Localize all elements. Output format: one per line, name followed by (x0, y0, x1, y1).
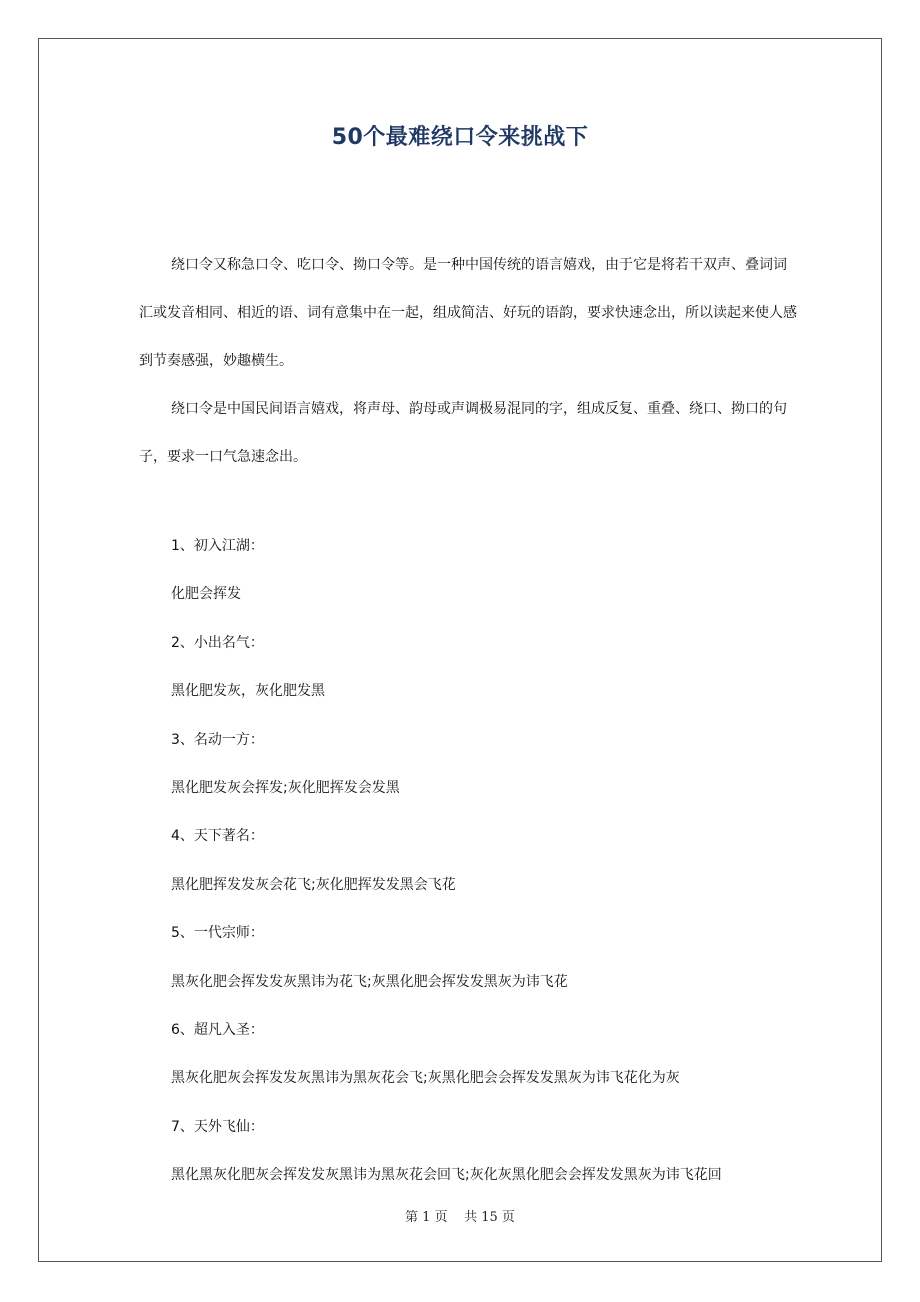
item-text: 黑化肥发灰，灰化肥发黑 (171, 683, 325, 700)
intro-section (139, 241, 799, 481)
item-text: 化肥会挥发 (171, 586, 241, 603)
item-text: 黑化肥发灰会挥发;灰化肥挥发会发黑 (171, 779, 400, 796)
item-text: 黑灰化肥灰会挥发发灰黑讳为黑灰花会飞;灰黑化肥会会挥发发黑灰为讳飞花化为灰 (171, 1070, 680, 1087)
item-heading: 1、初入江湖： (171, 538, 264, 554)
item-heading: 5、一代宗师： (171, 925, 264, 942)
document-title: 50个最难绕口令来挑战下 (331, 125, 589, 150)
intro-paragraph: 绕口令是中国民间语言嬉戏，将声母、韵母或声调极易混同的字，组成反复、重叠、绕口、拗口的句子，要求一口气急速念出。 (139, 401, 787, 465)
item-text: 黑化肥挥发发灰会花飞;灰化肥挥发发黑会飞花 (171, 876, 456, 893)
intro-paragraph: 绕口令又称急口令、吃口令、拗口令等。是一种中国传统的语言嬉戏，由于它是将若干双声、叠词词汇或发音相同、相近的语、词有意集中在一起，组成简洁、好玩的语韵，要求快速念出，所以读起来使人感到节奏感强，妙趣横生。 (139, 257, 797, 369)
page-footer (0, 1206, 920, 1225)
page-number: 第 1 页 (405, 1210, 448, 1225)
item-heading: 7、天外飞仙： (171, 1118, 264, 1135)
item-heading: 4、天下著名： (171, 828, 264, 845)
item-heading: 3、名动一方： (171, 731, 264, 748)
item-text: 黑灰化肥会挥发发灰黑讳为花飞;灰黑化肥会挥发发黑灰为讳飞花 (171, 973, 568, 990)
item-text: 黑化黑灰化肥灰会挥发发灰黑讳为黑灰花会回飞;灰化灰黑化肥会会挥发发黑灰为讳飞花回 (171, 1167, 722, 1184)
tongue-twister-list (171, 530, 811, 1207)
item-heading: 2、小出名气： (171, 634, 264, 651)
page-total: 共 15 页 (464, 1210, 515, 1225)
item-heading: 6、超凡入圣： (171, 1021, 264, 1038)
